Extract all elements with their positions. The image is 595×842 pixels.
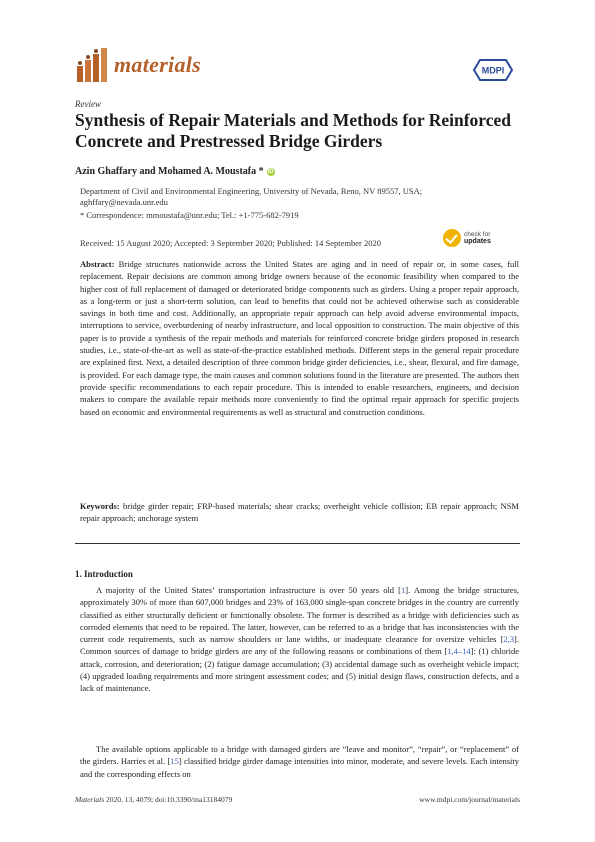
paragraph-text: A majority of the United States’ transportation infrastructure is over 50 years old [	[96, 585, 402, 595]
footer-citation	[75, 795, 232, 804]
check-updates-line2: updates	[464, 238, 491, 245]
article-title: Synthesis of Repair Materials and Methods for Reinforced Concrete and Prestressed Bridge Girders	[75, 110, 512, 151]
journal-name[interactable]: materials	[114, 52, 202, 77]
checkmark-icon	[443, 229, 461, 247]
keywords-label: Keywords:	[80, 501, 120, 511]
section-heading: 1. Introduction	[75, 569, 133, 579]
footer-citation-details: 2020, 13, 4079; doi:10.3390/ma13184079	[104, 795, 233, 804]
paragraph-text: ] classified bridge girder damage intensities into minor, moderate, and severe levels. Each intensity and the corresponding effects on	[80, 756, 519, 779]
abstract	[80, 258, 519, 418]
author-list	[75, 166, 275, 177]
correspondence-line: * Correspondence: mmoustafa@unr.edu; Tel.: +1-775-682-7919	[80, 210, 299, 220]
paragraph-text: ]. Among the bridge structures, approximately 30% of more than 607,000 bridges and 23% of 163,000 single-span concrete bridges in the country are currently classified as either structurally deficient or functionally obsolete. The former is described as a bridge with deficiencies such as corroded elements that need to be repaired. The latter, however, can be referred to as a bridge that has inconsistencies with the current code requirements, such as narrow shoulders or lane widths, or inadequate clearance for oversize vehicles [	[80, 585, 519, 645]
author-names: Azin Ghaffary and Mohamed A. Moustafa *	[75, 166, 264, 177]
section-divider	[75, 543, 520, 544]
paragraph-text: ]. Common sources of damage to bridge girders are any of the following reasons or combinations of them [	[80, 634, 519, 657]
check-for-updates-button[interactable]	[443, 228, 515, 248]
citation-link[interactable]: 1	[401, 585, 406, 595]
citation-link[interactable]: 15	[170, 756, 179, 767]
affiliation-line: Department of Civil and Environmental Engineering, University of Nevada, Reno, NV 89557, USA;	[80, 186, 423, 196]
mdpi-logo-text: MDPI	[481, 65, 505, 76]
article-type: Review	[75, 99, 101, 109]
keywords-text: bridge girder repair; FRP-based materials; shear cracks; overheight vehicle collision; EB repair approach; NSM repair approach; anchorage system	[80, 501, 519, 524]
affiliation-email[interactable]: aghffary@nevada.unr.edu	[80, 197, 168, 207]
journal-logo-icon	[75, 46, 109, 84]
abstract-label: Abstract:	[80, 259, 115, 269]
citation-link[interactable]: 2,3	[503, 634, 515, 645]
citation-link[interactable]: 1,4–14	[447, 646, 471, 657]
mdpi-logo-icon[interactable]	[472, 58, 514, 82]
publication-dates: Received: 15 August 2020; Accepted: 3 September 2020; Published: 14 September 2020	[80, 238, 381, 248]
keywords	[80, 500, 519, 525]
footer-url[interactable]: www.mdpi.com/journal/materials	[419, 795, 520, 804]
paragraph-text: The available options applicable to a bridge with damaged girders are “leave and monitor”, “repair”, or “replacement” of the girders. Harries et al. [	[80, 744, 519, 767]
body-paragraph	[80, 584, 519, 695]
footer-journal: Materials	[75, 795, 105, 804]
body-paragraph	[80, 743, 519, 780]
check-updates-line1: check for	[464, 231, 491, 238]
abstract-text: Bridge structures nationwide across the United States are aging and in need of repair or, in some cases, full replacement. Repair decisions are common among bridge owners because of the economic feasibility when compared to the higher cost of full replacement of damaged or deteriorated bridge components such as girders. Using a proper repair approach, as a long-term or just a short-term solution, can lead to benefits that could not be achieved otherwise such as considerable savings in both time and cost. Additionally, an appropriate repair approach can help avoid adverse environmental impacts, interruptions to service, overburdening of nearby infrastructure, and local opposition to construction. The main objective of this paper is to provide a synthesis of the repair methods and materials for reinforced concrete bridge girders proposed in research studies, i.e., state-of-the-art as well as state-of-the-practice established methods. Different steps in the general repair procedure are explained first. Next, a detailed description of three common bridge girder deficiencies, i.e., shear, flexural, and fire damage, is provided. For each damage type, the main causes and common solutions found in the literature are presented. The authors then provide specific recommendations to each repair procedure. This is intended to enable researchers, engineers, and decision makers to compare the available repair methods more conveniently to find the optimal repair approach for specific projects based on economic and environmental requirements as well as structural and construction conditions.	[80, 259, 519, 417]
paragraph-text: ]: (1) chloride attack, corrosion, and deterioration; (2) fatigue damage accumulation; (3) accidental damage such as overheight vehicle impact; (4) upgraded loading requirements and more stringent assessment codes; and (5) initial design flaws, construction defects, and a lack of maintenance.	[80, 646, 519, 694]
check-updates-label	[464, 231, 491, 245]
orcid-icon[interactable]: iD	[267, 168, 274, 175]
